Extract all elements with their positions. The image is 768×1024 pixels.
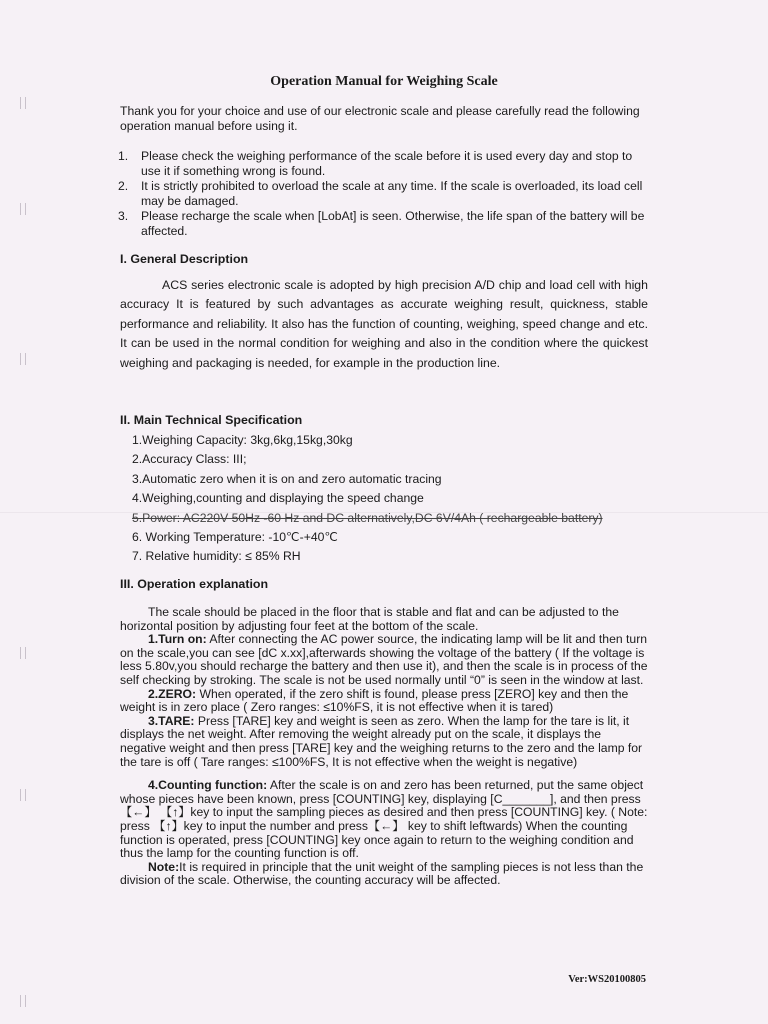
hole-punch-mark: [20, 96, 38, 110]
spec-heading: II. Main Technical Specification: [120, 413, 303, 427]
hole-punch-mark: [20, 352, 38, 366]
turn-on-section: [120, 633, 648, 687]
document-title: Operation Manual for Weighing Scale: [270, 74, 498, 89]
notice-number: 2.: [118, 179, 129, 193]
notice-number: 3.: [118, 209, 129, 223]
spec-item: 2.Accuracy Class: III;: [132, 452, 247, 467]
notice-text: Please recharge the scale when [LobAt] is seen. Otherwise, the life span of the battery will be affected.: [141, 209, 645, 238]
general-body: ACS series electronic scale is adopted by high precision A/D chip and load cell with high accuracy It is featured by such advantages as accurate weighing result, quickness, stable performance and reliability. It also has the function of counting, weighing, speed change and etc. It can be used in the normal condition for weighing and also in the condition where the quickest weighing and packaging is needed, for example in the production line.: [120, 278, 648, 370]
notice-text: Please check the weighing performance of the scale before it is used every day and stop to use it if something wrong is found.: [141, 149, 633, 178]
spec-item: 1.Weighing Capacity: 3kg,6kg,15kg,30kg: [132, 433, 353, 447]
spec-item: 5.Power: AC220V 50Hz -60 Hz and DC alternatively,DC 6V/4Ah ( rechargeable battery): [132, 510, 603, 525]
tare-text: Press [TARE] key and weight is seen as zero. When the lamp for the tare is lit, it displays the net weight. After removing the weight already put on the scale, it displays the negative weight and then press [TARE] key and the weighing returns to the zero and the lamp for the tare is off ( Tare ranges: ≤100%FS, It is not effective when the weight is negative): [120, 713, 643, 769]
spec-item: 7. Relative humidity: ≤ 85% RH: [132, 549, 301, 564]
note-label: Note:: [148, 859, 180, 874]
tare-label: 3.TARE:: [148, 713, 195, 728]
operation-body: [120, 606, 648, 888]
counting-section: [120, 779, 648, 861]
notice-item: [118, 179, 648, 209]
notice-number: 1.: [118, 149, 129, 163]
notice-text: It is strictly prohibited to overload the scale at any time. If the scale is overloaded, its load cell may be damaged.: [141, 179, 643, 208]
turn-on-label: 1.Turn on:: [148, 632, 207, 647]
general-heading: I. General Description: [120, 252, 249, 266]
notice-item: [118, 149, 648, 179]
hole-punch-mark: [20, 646, 38, 660]
hole-punch-mark: [20, 994, 38, 1008]
counting-text: After the scale is on and zero has been returned, put the same object whose pieces have been known, press [COUNTING] key, displaying [C_______], and then press 【←】 【↑】key to input the sampling pieces as desired and then press [COUNTING] key. ( Note: press 【↑】key to input the number and press【←】 key to shift leftwards) When the counting function is operated, press [COUNTING] key once again to return to the weighing condition and thus the lamp for the counting function is off.: [120, 778, 648, 861]
spec-list: [132, 431, 603, 567]
tare-section: [120, 715, 648, 769]
operation-heading: III. Operation explanation: [120, 577, 269, 591]
spec-item: 4.Weighing,counting and displaying the speed change: [132, 491, 424, 506]
zero-section: [120, 688, 648, 715]
zero-label: 2.ZERO:: [148, 686, 197, 701]
note-text: It is required in principle that the unit weight of the sampling pieces is not less than the division of the scale. Otherwise, the counting accuracy will be affected.: [120, 859, 644, 888]
spec-item: 3.Automatic zero when it is on and zero automatic tracing: [132, 471, 442, 486]
version-label: Ver:WS20100805: [568, 974, 646, 985]
hole-punch-mark: [20, 202, 38, 216]
operation-intro: The scale should be placed in the floor that is stable and flat and can be adjusted to the horizontal position by adjusting four feet at the bottom of the scale.: [120, 605, 619, 633]
zero-text: When operated, if the zero shift is found, please press [ZERO] key and then the weight is in zero place ( Zero ranges: ≤10%FS, it is not effective when it is tared): [120, 686, 629, 715]
notice-list: [118, 149, 648, 239]
note-section: [120, 861, 648, 888]
intro-text: Thank you for your choice and use of our electronic scale and please carefully read the following operation manual before using it.: [120, 104, 640, 133]
turn-on-text: After connecting the AC power source, the indicating lamp will be lit and then turn on the scale,you can see [dC x.xx],afterwards showing the voltage of the battery ( If the voltage is less 5.80v,you should recharge the battery and then use it), and then the scale is in process of the self checking by stroking. The scale is not be used normally until “0” is seen in the window at last.: [120, 632, 648, 687]
spec-item: 6. Working Temperature: -10℃-+40℃: [132, 530, 339, 545]
hole-punch-mark: [20, 788, 38, 802]
counting-label: 4.Counting function:: [148, 778, 268, 793]
notice-item: [118, 209, 648, 239]
